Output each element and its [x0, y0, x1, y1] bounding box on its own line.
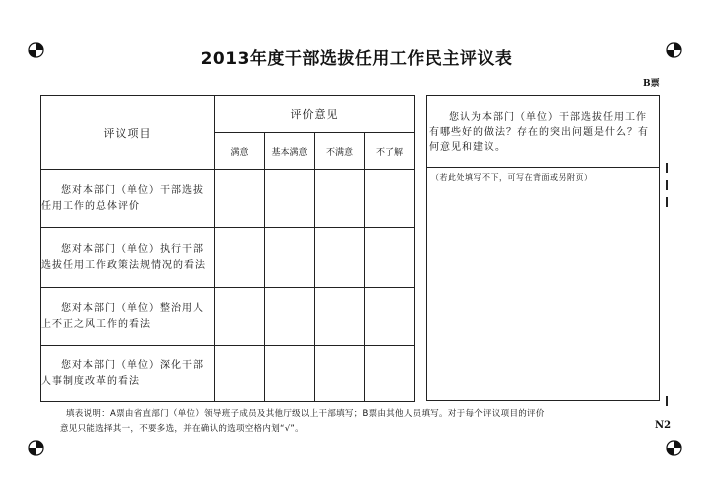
option-header-dissatisfied: 不满意: [315, 133, 365, 170]
checkbox-cell-unknown[interactable]: [365, 228, 415, 288]
checkbox-cell-unknown[interactable]: [365, 170, 415, 228]
checkbox-cell-basically-satisfied[interactable]: [265, 346, 315, 402]
evaluation-item: 您对本部门（单位）深化干部人事制度改革的看法: [41, 346, 215, 402]
header-evaluation-opinion: 评价意见: [215, 96, 415, 133]
crosshair-icon: [666, 440, 682, 456]
ballot-type-label: B票: [643, 79, 660, 89]
option-header-unknown: 不了解: [365, 133, 415, 170]
margin-tick: [666, 163, 668, 173]
form-title: 2013年度干部选拔任用工作民主评议表: [200, 49, 513, 69]
option-header-satisfied: 满意: [215, 133, 265, 170]
evaluation-item: 您对本部门（单位）干部选拔任用工作的总体评价: [41, 170, 215, 228]
suggestions-question: 您认为本部门（单位）干部选拔任用工作有哪些好的做法？存在的突出问题是什么？有何意见和建议。: [427, 96, 659, 168]
filling-instructions: [60, 407, 650, 437]
checkbox-cell-satisfied[interactable]: [215, 170, 265, 228]
suggestions-box[interactable]: [426, 95, 660, 401]
evaluation-item: 您对本部门（单位）整治用人上不正之风工作的看法: [41, 288, 215, 346]
checkbox-cell-dissatisfied[interactable]: [315, 288, 365, 346]
registration-mark-bottom-left: [28, 440, 44, 456]
margin-tick: [666, 396, 668, 406]
checkbox-cell-dissatisfied[interactable]: [315, 228, 365, 288]
checkbox-cell-satisfied[interactable]: [215, 346, 265, 402]
checkbox-cell-satisfied[interactable]: [215, 228, 265, 288]
margin-tick: [666, 180, 668, 190]
table-row: [41, 288, 415, 346]
crosshair-icon: [28, 440, 44, 456]
checkbox-cell-basically-satisfied[interactable]: [265, 170, 315, 228]
evaluation-table: [40, 95, 415, 402]
instructions-line-1: 填表说明：A票由省直部门（单位）领导班子成员及其他厅级以上干部填写；B票由其他人员填写。对于每个评议项目的评价: [66, 409, 545, 419]
table-row: [41, 170, 415, 228]
checkbox-cell-unknown[interactable]: [365, 346, 415, 402]
suggestions-note: （若此处填写不下，可写在背面或另附页）: [431, 173, 593, 182]
instructions-line-2: 意见只能选择其一，不要多选，并在确认的选项空格内划“√”。: [60, 424, 304, 434]
header-evaluation-item: 评议项目: [41, 96, 215, 170]
table-row: [41, 346, 415, 402]
checkbox-cell-dissatisfied[interactable]: [315, 346, 365, 402]
evaluation-item: 您对本部门（单位）执行干部选拔任用工作政策法规情况的看法: [41, 228, 215, 288]
checkbox-cell-basically-satisfied[interactable]: [265, 228, 315, 288]
checkbox-cell-satisfied[interactable]: [215, 288, 265, 346]
checkbox-cell-dissatisfied[interactable]: [315, 170, 365, 228]
option-header-basically-satisfied: 基本满意: [265, 133, 315, 170]
page-code: N2: [655, 420, 672, 431]
registration-mark-bottom-right: [666, 440, 682, 456]
checkbox-cell-unknown[interactable]: [365, 288, 415, 346]
table-row: [41, 228, 415, 288]
checkbox-cell-basically-satisfied[interactable]: [265, 288, 315, 346]
margin-tick: [666, 197, 668, 207]
